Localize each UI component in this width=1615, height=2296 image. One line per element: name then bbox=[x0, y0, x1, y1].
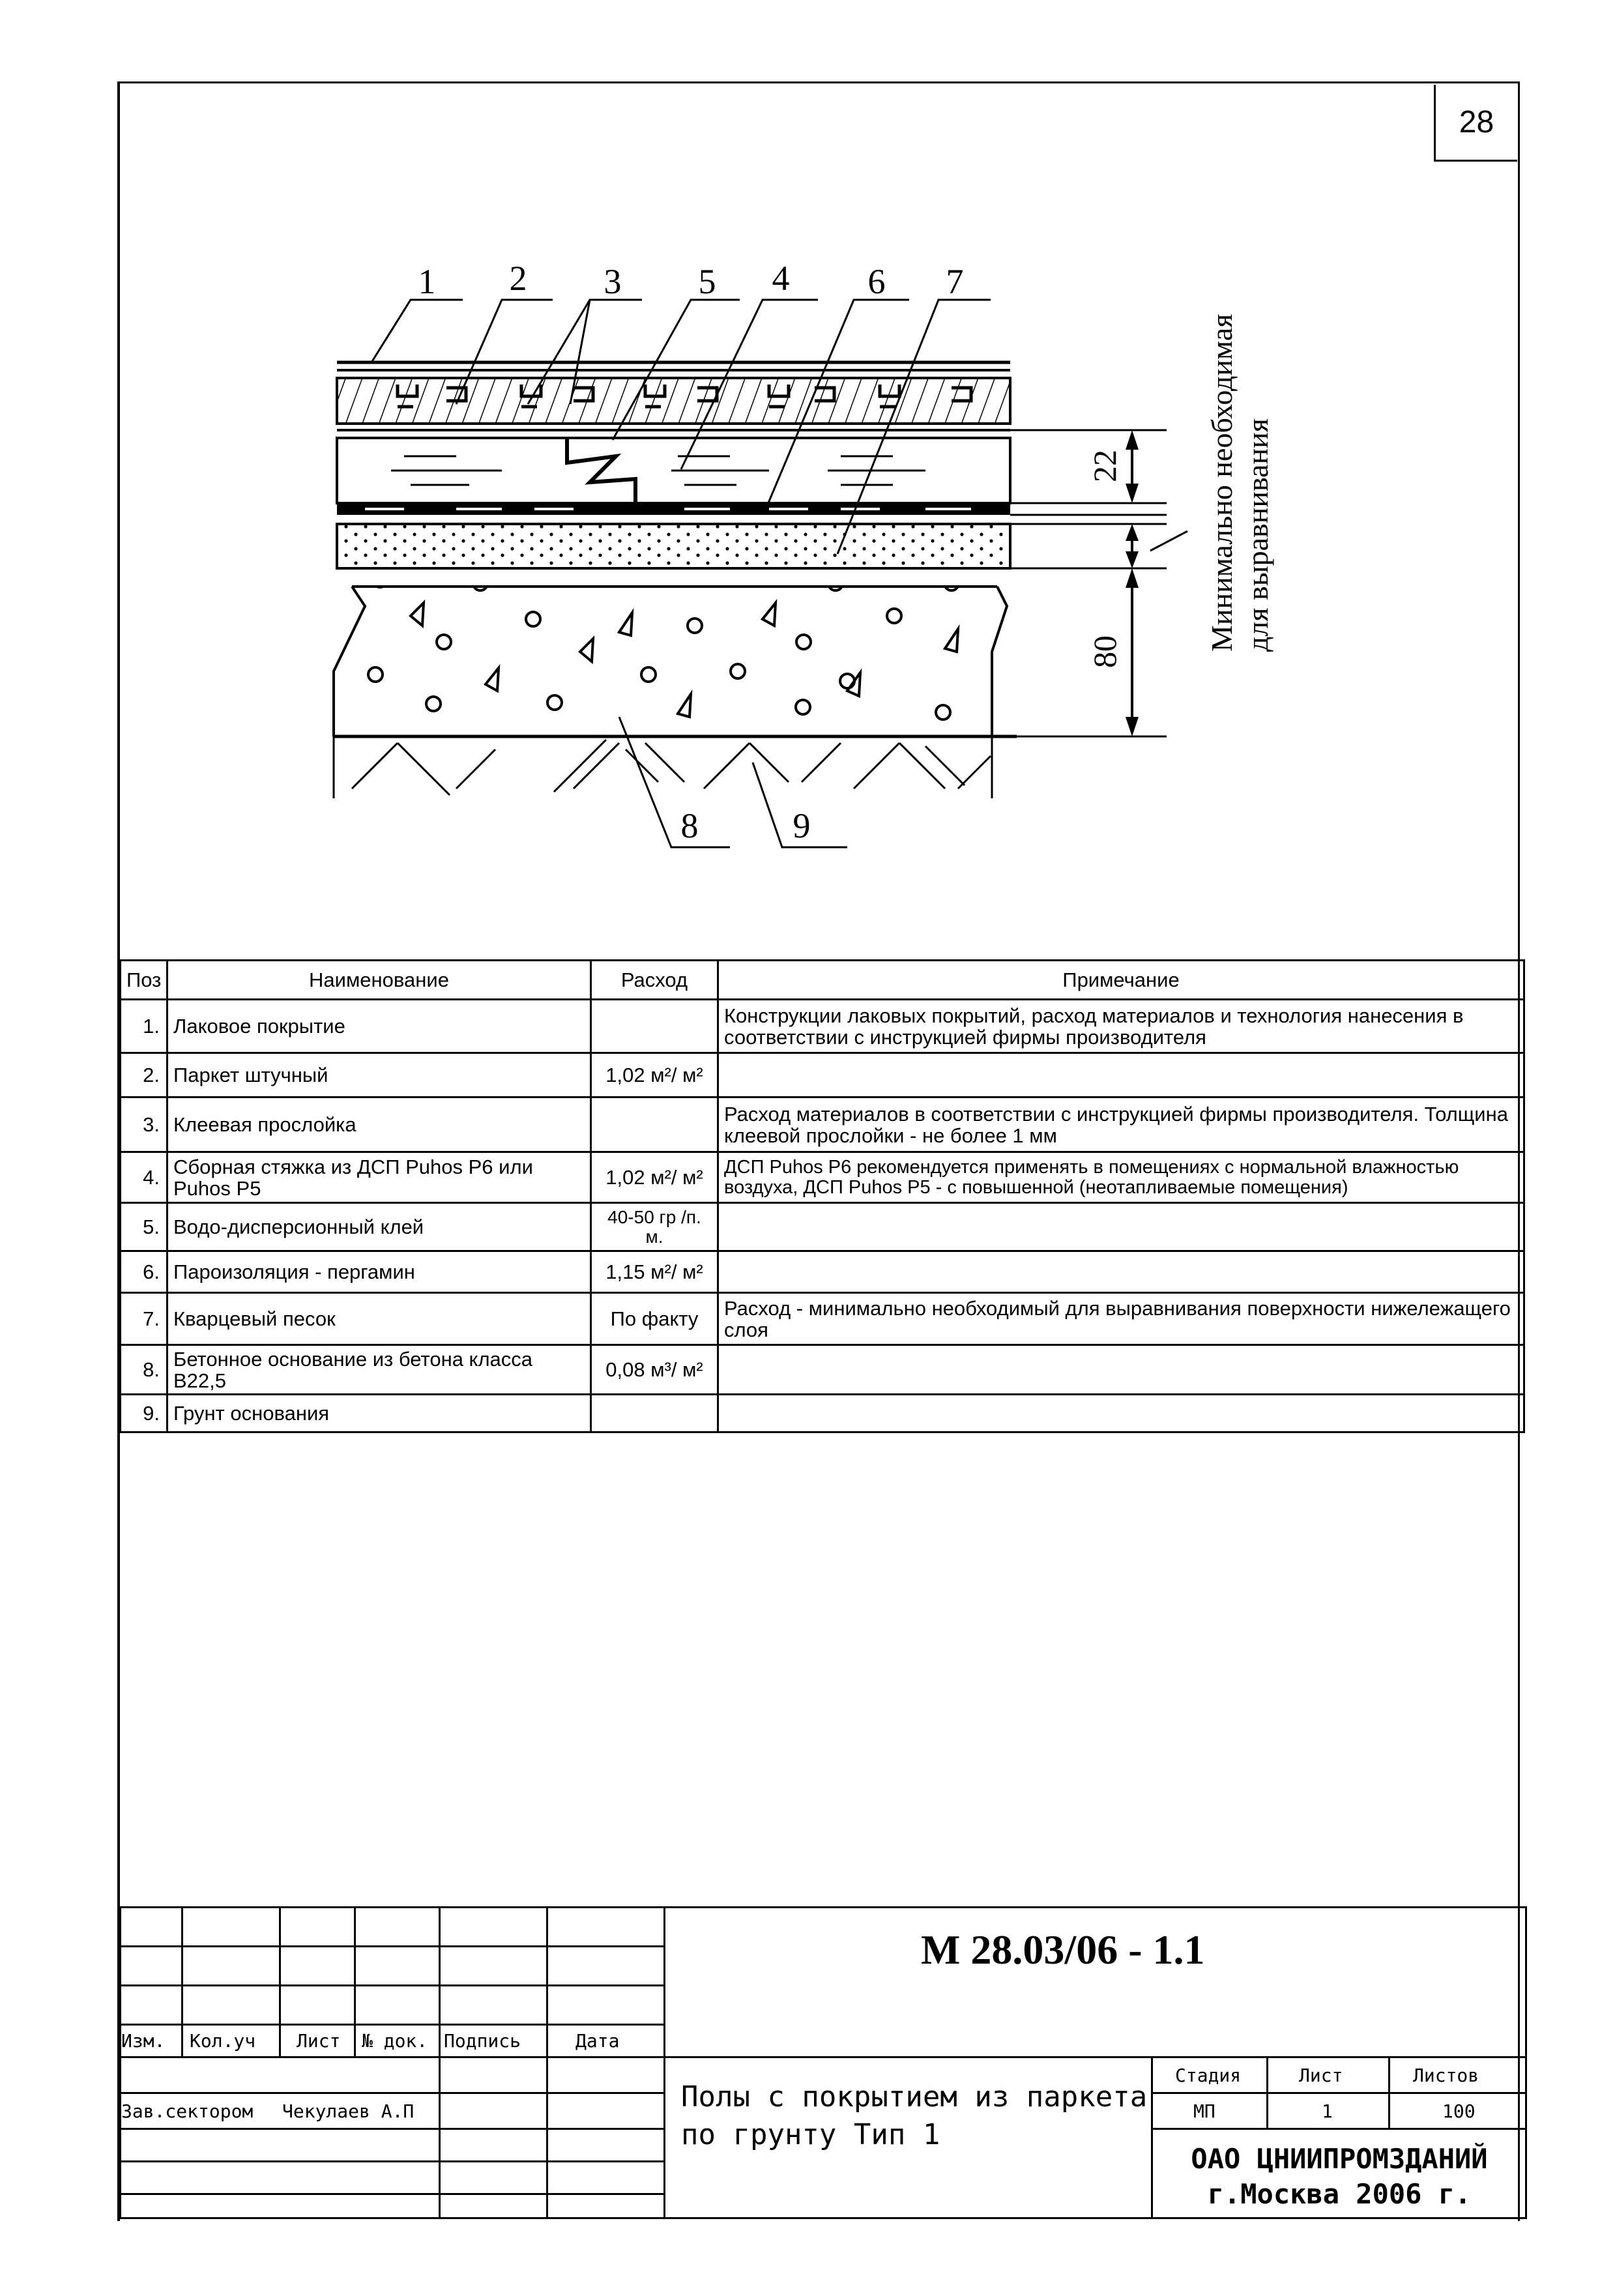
row-pos: 3. bbox=[121, 1097, 167, 1152]
row-note: ДСП Puhos P6 рекомендуется применять в помещениях с нормальной влажностью воздуха, ДСП Puhos P5 - с повышенной (неотапливаемые помещения) bbox=[718, 1152, 1524, 1203]
row-rate bbox=[591, 1000, 718, 1053]
organization-city-year: г.Москва 2006 г. bbox=[1207, 2178, 1472, 2210]
table-row bbox=[121, 1251, 1524, 1293]
row-name: Сборная стяжка из ДСП Puhos P6 или Puhos P5 bbox=[167, 1152, 591, 1203]
row-rate: 1,02 м²/ м² bbox=[591, 1053, 718, 1097]
sheets-value: 100 bbox=[1442, 2100, 1476, 2122]
stage-value: МП bbox=[1193, 2100, 1215, 2122]
callout-7: 7 bbox=[946, 262, 964, 301]
document-code: М 28.03/06 - 1.1 bbox=[921, 1926, 1205, 1973]
row-note: Конструкции лаковых покрытий, расход материалов и технология нанесения в соответствии с инструкцией фирмы производителя bbox=[718, 1000, 1524, 1053]
row-rate: 1,02 м²/ м² bbox=[591, 1152, 718, 1203]
row-note: Расход - минимально необходимый для выравнивания поверхности нижележащего слоя bbox=[718, 1293, 1524, 1345]
table-row bbox=[121, 1293, 1524, 1345]
col-date: Дата bbox=[575, 2030, 620, 2052]
ground-hatch bbox=[334, 736, 992, 798]
row-name: Водо-дисперсионный клей bbox=[167, 1203, 591, 1251]
col-doc-no: № док. bbox=[362, 2030, 428, 2052]
row-rate: 1,15 м²/ м² bbox=[591, 1251, 718, 1293]
drawing-title: Полы с покрытием из паркета по грунту Тип 1 bbox=[681, 2080, 1148, 2151]
col-list: Лист bbox=[297, 2030, 341, 2052]
callout-9: 9 bbox=[793, 806, 811, 845]
callout-6: 6 bbox=[867, 262, 886, 301]
stage-label: Стадия bbox=[1175, 2065, 1242, 2086]
callout-8: 8 bbox=[680, 806, 699, 845]
row-pos: 9. bbox=[121, 1395, 167, 1432]
row-name: Паркет штучный bbox=[167, 1053, 591, 1097]
dimension-22: 22 bbox=[1086, 450, 1123, 482]
leveling-note-line1: Минимально необходимая bbox=[1205, 313, 1238, 652]
organization-name: ОАО ЦНИИПРОМЗДАНИЙ bbox=[1191, 2143, 1488, 2175]
row-rate bbox=[591, 1395, 718, 1432]
vapour-barrier-layer bbox=[337, 503, 1010, 515]
row-rate bbox=[591, 1097, 718, 1152]
leveling-note-line2: для выравнивания bbox=[1241, 418, 1274, 652]
sheets-label: Листов bbox=[1413, 2065, 1479, 2086]
concrete-base bbox=[334, 587, 1007, 736]
row-pos: 7. bbox=[121, 1293, 167, 1345]
row-name: Лаковое покрытие bbox=[167, 1000, 591, 1053]
header-pos: Поз bbox=[121, 961, 167, 1000]
sheet-value: 1 bbox=[1322, 2100, 1333, 2122]
row-pos: 6. bbox=[121, 1251, 167, 1293]
row-name: Бетонное основание из бетона класса В22,5 bbox=[167, 1345, 591, 1395]
dimension-80: 80 bbox=[1086, 635, 1123, 668]
table-row bbox=[121, 1203, 1524, 1251]
row-rate: По факту bbox=[591, 1293, 718, 1345]
row-pos: 4. bbox=[121, 1152, 167, 1203]
col-kol-uch: Кол.уч bbox=[190, 2030, 256, 2052]
table-row bbox=[121, 1000, 1524, 1053]
row-note bbox=[718, 1053, 1524, 1097]
row-note bbox=[718, 1251, 1524, 1293]
header-note: Примечание bbox=[718, 961, 1524, 1000]
row-name: Пароизоляция - пергамин bbox=[167, 1251, 591, 1293]
parquet-layer bbox=[337, 378, 1010, 424]
sheet-number: 28 bbox=[1434, 85, 1517, 162]
sheet-label: Лист bbox=[1299, 2065, 1343, 2086]
callout-3: 3 bbox=[604, 262, 622, 301]
row-name: Грунт основания bbox=[167, 1395, 591, 1432]
row-note: Расход материалов в соответствии с инструкцией фирмы производителя. Толщина клеевой прослойки - не более 1 мм bbox=[718, 1097, 1524, 1152]
table-header-row bbox=[121, 961, 1524, 1000]
row-name: Кварцевый песок bbox=[167, 1293, 591, 1345]
table-row bbox=[121, 1395, 1524, 1432]
col-signature: Подпись bbox=[444, 2030, 521, 2052]
table-row bbox=[121, 1345, 1524, 1395]
floor-section-drawing bbox=[0, 0, 1615, 945]
row-pos: 8. bbox=[121, 1345, 167, 1395]
row-pos: 5. bbox=[121, 1203, 167, 1251]
role-label: Зав.сектором bbox=[121, 2100, 254, 2122]
table-row bbox=[121, 1053, 1524, 1097]
row-pos: 1. bbox=[121, 1000, 167, 1053]
header-name: Наименование bbox=[167, 961, 591, 1000]
row-note bbox=[718, 1203, 1524, 1251]
title-block bbox=[119, 1906, 1527, 2219]
callout-2: 2 bbox=[509, 259, 527, 298]
callout-5: 5 bbox=[698, 262, 716, 301]
table-row bbox=[121, 1097, 1524, 1152]
row-note bbox=[718, 1345, 1524, 1395]
col-izm: Изм. bbox=[121, 2030, 166, 2052]
row-name: Клеевая прослойка bbox=[167, 1097, 591, 1152]
row-rate: 0,08 м³/ м² bbox=[591, 1345, 718, 1395]
callout-1: 1 bbox=[418, 262, 436, 301]
table-row bbox=[121, 1152, 1524, 1203]
specification-table bbox=[119, 959, 1525, 1433]
header-rate: Расход bbox=[591, 961, 718, 1000]
person-name: Чекулаев А.П bbox=[282, 2100, 415, 2122]
sand-layer bbox=[337, 524, 1010, 568]
row-pos: 2. bbox=[121, 1053, 167, 1097]
callout-4: 4 bbox=[772, 259, 790, 298]
row-note bbox=[718, 1395, 1524, 1432]
row-rate: 40-50 гр /п. м. bbox=[591, 1203, 718, 1251]
